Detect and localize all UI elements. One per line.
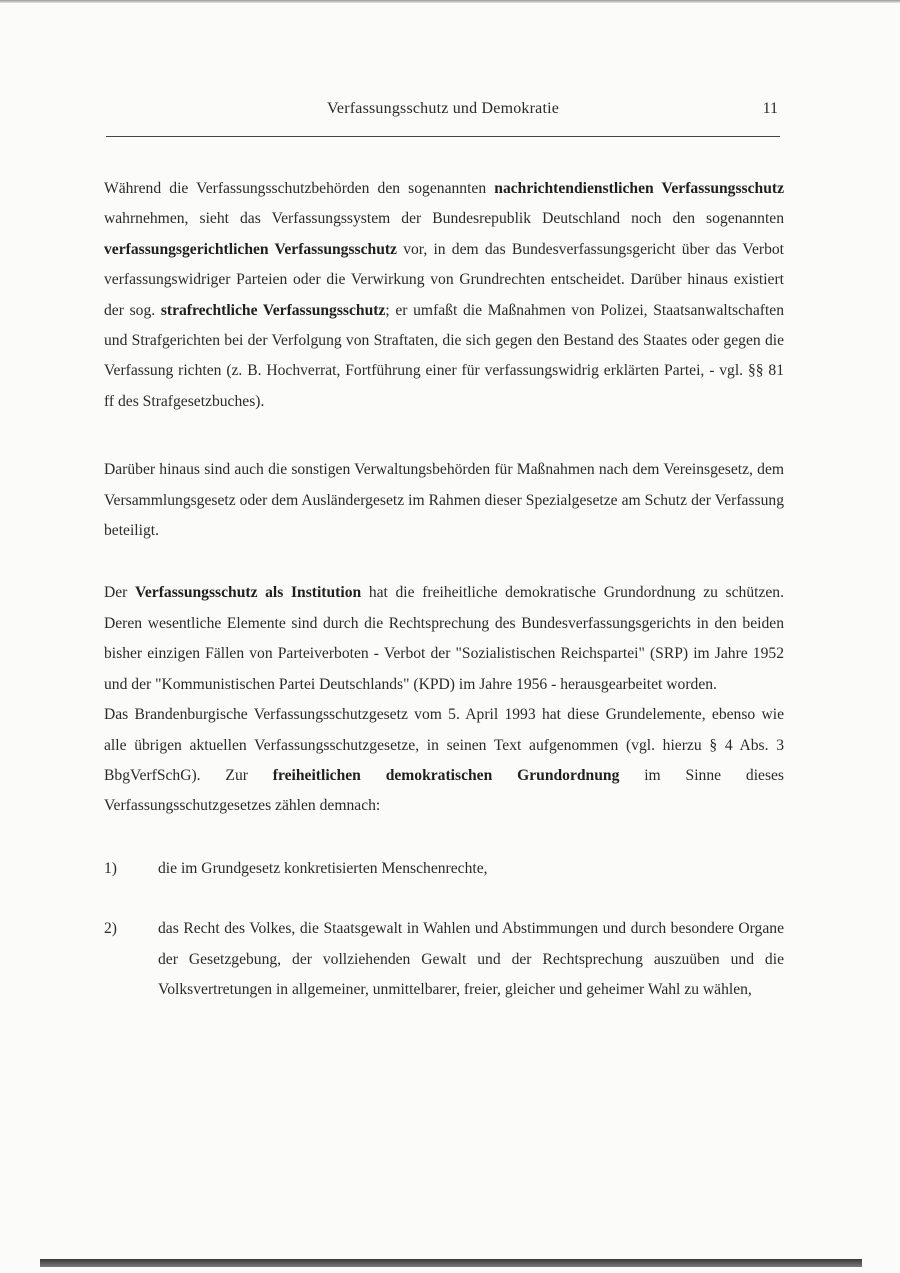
term-verfassungsschutz-als-institution: Verfassungsschutz als Institution [135, 584, 362, 602]
paragraph-4 [104, 700, 784, 822]
term-verfassungsgerichtlicher-verfassungsschutz: verfassungsgerichtlichen Verfassungsschutz [104, 240, 397, 258]
paragraph-4-text-1: Das Brandenburgische Verfassungsschutzgesetz vom 5. April 1993 hat diese Grundelemente, ebenso wie alle übrigen aktuellen Verfassungsschutzgesetze, in seinen Text aufgenommen (vgl. hierzu § 4 Abs. 3 BbgVerfSchG). Zur [104, 706, 784, 784]
paragraph-1 [104, 174, 784, 417]
term-nachrichtendienstlicher-verfassungsschutz: nachrichtendienstlichen Verfassungsschutz [494, 180, 784, 197]
paragraph-1-text-4: ; er umfaßt die Maßnahmen von Polizei, Staatsanwaltschaften und Strafgerichten bei der Verfolgung von Straftaten, die sich gegen den Bestand des Staates oder gegen die Verfassung richten (z. B. Hochverrat, Fortführung einer für verfassungswidrig erklärten Partei, - vgl. §§ 81 ff des Strafgesetzbuches). [104, 301, 784, 410]
numbered-list [104, 854, 784, 1006]
scan-top-edge [0, 0, 900, 3]
paragraph-2 [104, 455, 784, 546]
list-item [104, 914, 784, 1005]
header-title: Verfassungsschutz und Demokratie [326, 100, 560, 117]
page-number: 11 [762, 100, 778, 117]
paragraph-2-text-1: Darüber hinaus sind auch die sonstigen Verwaltungsbehörden für Maßnahmen nach dem Vereinsgesetz, dem Versammlungsgesetz oder dem Ausländergesetz im Rahmen dieser Spezialgesetze am Schutz der Verfassung beteiligt. [104, 461, 784, 540]
running-header [106, 96, 780, 137]
list-item-text: das Recht des Volkes, die Staatsgewalt in Wahlen und Abstimmungen und durch besondere Organe der Gesetzgebung, der vollziehenden Gewalt und der Rechtsprechung auszuüben und die Volksvertretungen in allgemeiner, unmittelbarer, freier, gleicher und geheimer Wahl zu wählen, [158, 920, 784, 998]
paragraph-3 [104, 578, 784, 700]
list-item-number: 1) [104, 859, 117, 877]
term-strafrechtlicher-verfassungsschutz: strafrechtliche Verfassungsschutz [160, 301, 386, 319]
list-item-number: 2) [104, 920, 117, 938]
paragraph-1-text-3: vor, in dem das Bundesverfassungsgericht über das Verbot verfassungswidriger Parteien oder die Verwirkung von Grundrechten entscheidet. Darüber hinaus existiert der sog. [104, 240, 784, 319]
paragraph-1-text-1: Während die Verfassungsschutzbehörden den sogenannten [104, 180, 495, 197]
paragraph-4-text-2: im Sinne dieses Verfassungsschutzgesetzes zählen demnach: [104, 766, 785, 815]
scan-bottom-edge [40, 1259, 862, 1267]
paragraph-3-text-1: Der [104, 584, 136, 602]
list-item-text: die im Grundgesetz konkretisierten Menschenrechte, [158, 859, 488, 877]
list-item [104, 854, 784, 884]
paragraph-1-text-2: wahrnehmen, sieht das Verfassungssystem der Bundesrepublik Deutschland noch den sogenannten [104, 210, 784, 228]
page-body [104, 174, 784, 1005]
term-freiheitliche-demokratische-grundordnung: freiheitlichen demokratischen Grundordnung [272, 766, 620, 784]
paragraph-3-text-2: hat die freiheitliche demokratische Grundordnung zu schützen. Deren wesentliche Elemente sind durch die Rechtsprechung des Bundesverfassungsgerichts in den beiden bisher einzigen Fällen von Parteiverboten - Verbot der "Sozialistischen Reichspartei" (SRP) im Jahre 1952 und der "Kommunistischen Partei Deutschlands" (KPD) im Jahre 1956 - herausgearbeitet worden. [104, 584, 785, 693]
